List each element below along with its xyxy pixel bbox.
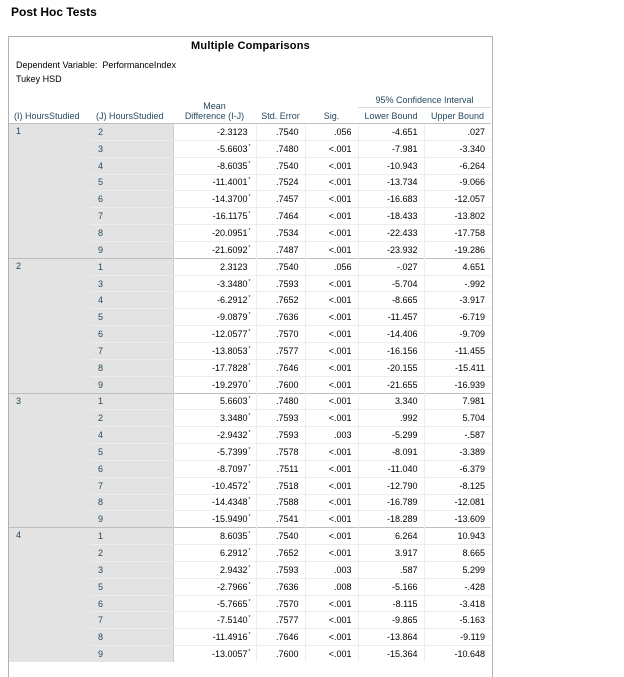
cell-upper-bound: -16.939 xyxy=(424,376,491,393)
cell-lower-bound: -20.155 xyxy=(358,359,424,376)
cell-std-error: .7652 xyxy=(256,292,305,309)
cell-mean-difference xyxy=(173,208,256,225)
cell-std-error: .7540 xyxy=(256,258,305,275)
cell-sig: <.001 xyxy=(305,494,358,511)
cell-mean-difference xyxy=(173,578,256,595)
cell-i-hours: 4 xyxy=(9,528,91,662)
cell-sig: <.001 xyxy=(305,359,358,376)
cell-upper-bound: -11.455 xyxy=(424,342,491,359)
header-mean-line2: Difference (I-J) xyxy=(184,111,245,121)
significance-marker: * xyxy=(248,446,251,453)
mean-difference-value: -2.9432 xyxy=(216,430,248,441)
cell-mean-difference xyxy=(173,241,256,258)
table-row xyxy=(9,528,491,545)
cell-std-error: .7570 xyxy=(256,326,305,343)
cell-sig: <.001 xyxy=(305,342,358,359)
mean-difference-value: 3.3480 xyxy=(219,413,248,424)
cell-mean-difference xyxy=(173,629,256,646)
mean-difference-value: -14.3700 xyxy=(211,194,248,205)
mean-difference-value: -2.7966 xyxy=(216,581,248,592)
cell-i-hours: 3 xyxy=(9,393,91,528)
table-row xyxy=(9,258,491,275)
cell-std-error: .7588 xyxy=(256,494,305,511)
cell-std-error: .7652 xyxy=(256,545,305,562)
mean-difference-value: -9.0879 xyxy=(216,312,248,323)
cell-upper-bound: 4.651 xyxy=(424,258,491,275)
cell-j-hours: 3 xyxy=(91,561,173,578)
cell-std-error: .7534 xyxy=(256,225,305,242)
cell-mean-difference xyxy=(173,191,256,208)
dependent-variable-label: Dependent Variable: xyxy=(16,60,98,70)
cell-i-hours: 1 xyxy=(9,124,91,259)
significance-marker: * xyxy=(248,227,251,234)
cell-mean-difference xyxy=(173,528,256,545)
cell-j-hours: 6 xyxy=(91,326,173,343)
significance-marker: * xyxy=(248,143,251,150)
significance-marker: * xyxy=(248,564,251,571)
cell-std-error: .7646 xyxy=(256,359,305,376)
significance-marker: * xyxy=(248,581,251,588)
cell-i-hours: 2 xyxy=(9,258,91,393)
cell-std-error: .7636 xyxy=(256,309,305,326)
significance-marker: * xyxy=(248,430,251,437)
significance-marker: * xyxy=(248,598,251,605)
mean-difference-value: -2.3123 xyxy=(216,126,248,137)
cell-lower-bound: -23.932 xyxy=(358,241,424,258)
cell-j-hours: 7 xyxy=(91,208,173,225)
mean-difference-value: -19.2970 xyxy=(211,379,248,390)
header-lower-bound: Lower Bound xyxy=(358,108,424,124)
cell-j-hours: 7 xyxy=(91,612,173,629)
cell-j-hours: 9 xyxy=(91,646,173,662)
significance-marker: * xyxy=(248,396,251,403)
cell-sig: <.001 xyxy=(305,545,358,562)
cell-std-error: .7540 xyxy=(256,124,305,141)
significance-marker: * xyxy=(248,379,251,386)
cell-mean-difference xyxy=(173,157,256,174)
mean-difference-value: -8.6035 xyxy=(216,160,248,171)
cell-lower-bound: -9.865 xyxy=(358,612,424,629)
cell-upper-bound: -3.917 xyxy=(424,292,491,309)
cell-j-hours: 8 xyxy=(91,359,173,376)
cell-j-hours: 4 xyxy=(91,292,173,309)
cell-upper-bound: -6.379 xyxy=(424,460,491,477)
cell-mean-difference xyxy=(173,612,256,629)
cell-sig: <.001 xyxy=(305,140,358,157)
cell-lower-bound: -16.683 xyxy=(358,191,424,208)
cell-mean-difference xyxy=(173,326,256,343)
cell-lower-bound: -13.864 xyxy=(358,629,424,646)
cell-mean-difference xyxy=(173,646,256,662)
header-i-hours: (I) HoursStudied xyxy=(9,87,91,124)
cell-std-error: .7646 xyxy=(256,629,305,646)
cell-std-error: .7570 xyxy=(256,595,305,612)
cell-lower-bound: -5.299 xyxy=(358,427,424,444)
cell-upper-bound: -15.411 xyxy=(424,359,491,376)
significance-marker: * xyxy=(248,244,251,251)
table-row xyxy=(9,124,491,141)
cell-lower-bound: -18.433 xyxy=(358,208,424,225)
dependent-variable-line xyxy=(16,60,176,70)
significance-marker: * xyxy=(248,548,251,555)
cell-std-error: .7577 xyxy=(256,612,305,629)
cell-upper-bound: -5.163 xyxy=(424,612,491,629)
cell-mean-difference xyxy=(173,393,256,410)
cell-mean-difference xyxy=(173,477,256,494)
cell-j-hours: 6 xyxy=(91,595,173,612)
cell-j-hours: 4 xyxy=(91,157,173,174)
cell-std-error: .7480 xyxy=(256,140,305,157)
significance-marker: * xyxy=(248,480,251,487)
cell-upper-bound: -13.802 xyxy=(424,208,491,225)
cell-lower-bound: -7.981 xyxy=(358,140,424,157)
cell-sig: <.001 xyxy=(305,174,358,191)
cell-sig: <.001 xyxy=(305,460,358,477)
cell-std-error: .7593 xyxy=(256,410,305,427)
header-sig: Sig. xyxy=(305,87,358,124)
cell-std-error: .7593 xyxy=(256,275,305,292)
cell-upper-bound: -19.286 xyxy=(424,241,491,258)
table-title: Multiple Comparisons xyxy=(191,40,310,52)
cell-mean-difference xyxy=(173,545,256,562)
mean-difference-value: -14.4348 xyxy=(211,497,248,508)
cell-upper-bound: 7.981 xyxy=(424,393,491,410)
cell-mean-difference xyxy=(173,359,256,376)
cell-sig: <.001 xyxy=(305,292,358,309)
cell-j-hours: 5 xyxy=(91,309,173,326)
mean-difference-value: -8.7097 xyxy=(216,463,248,474)
cell-j-hours: 2 xyxy=(91,410,173,427)
significance-marker: * xyxy=(248,278,251,285)
cell-lower-bound: -12.790 xyxy=(358,477,424,494)
cell-lower-bound: -4.651 xyxy=(358,124,424,141)
mean-difference-value: -16.1175 xyxy=(212,211,248,222)
cell-sig: <.001 xyxy=(305,191,358,208)
cell-sig: <.001 xyxy=(305,646,358,662)
dependent-variable-value: PerformanceIndex xyxy=(102,60,176,70)
cell-std-error: .7487 xyxy=(256,241,305,258)
cell-lower-bound: -.027 xyxy=(358,258,424,275)
mean-difference-value: -5.7665 xyxy=(216,598,248,609)
significance-marker: * xyxy=(248,632,251,639)
cell-j-hours: 1 xyxy=(91,258,173,275)
cell-lower-bound: .587 xyxy=(358,561,424,578)
cell-j-hours: 8 xyxy=(91,225,173,242)
significance-marker: * xyxy=(248,362,251,369)
cell-std-error: .7524 xyxy=(256,174,305,191)
cell-lower-bound: -11.457 xyxy=(358,309,424,326)
cell-upper-bound: -6.264 xyxy=(424,157,491,174)
cell-upper-bound: .027 xyxy=(424,124,491,141)
cell-std-error: .7636 xyxy=(256,578,305,595)
cell-std-error: .7464 xyxy=(256,208,305,225)
cell-j-hours: 8 xyxy=(91,629,173,646)
mean-difference-value: -13.8053 xyxy=(211,345,248,356)
cell-std-error: .7600 xyxy=(256,376,305,393)
cell-sig: <.001 xyxy=(305,225,358,242)
cell-std-error: .7600 xyxy=(256,646,305,662)
cell-j-hours: 9 xyxy=(91,511,173,528)
cell-mean-difference xyxy=(173,410,256,427)
cell-sig: .056 xyxy=(305,258,358,275)
cell-lower-bound: -15.364 xyxy=(358,646,424,662)
table-row xyxy=(9,393,491,410)
cell-mean-difference xyxy=(173,292,256,309)
significance-marker: * xyxy=(248,531,251,538)
cell-upper-bound: -12.081 xyxy=(424,494,491,511)
cell-sig: <.001 xyxy=(305,612,358,629)
multiple-comparisons-table xyxy=(8,36,493,677)
cell-sig: <.001 xyxy=(305,326,358,343)
cell-upper-bound: 5.704 xyxy=(424,410,491,427)
cell-std-error: .7593 xyxy=(256,427,305,444)
cell-sig: <.001 xyxy=(305,376,358,393)
cell-sig: <.001 xyxy=(305,528,358,545)
mean-difference-value: -7.5140 xyxy=(216,615,248,626)
cell-mean-difference xyxy=(173,140,256,157)
mean-difference-value: -12.0577 xyxy=(211,329,248,340)
cell-upper-bound: -3.340 xyxy=(424,140,491,157)
cell-j-hours: 7 xyxy=(91,342,173,359)
cell-std-error: .7541 xyxy=(256,511,305,528)
cell-sig: <.001 xyxy=(305,595,358,612)
significance-marker: * xyxy=(248,649,251,656)
cell-sig: .056 xyxy=(305,124,358,141)
cell-lower-bound: -8.115 xyxy=(358,595,424,612)
cell-j-hours: 5 xyxy=(91,444,173,461)
cell-sig: <.001 xyxy=(305,629,358,646)
mean-difference-value: -17.7828 xyxy=(211,362,248,373)
mean-difference-value: -20.0951 xyxy=(211,227,248,238)
cell-std-error: .7593 xyxy=(256,561,305,578)
cell-upper-bound: -9.709 xyxy=(424,326,491,343)
cell-upper-bound: -10.648 xyxy=(424,646,491,662)
cell-sig: <.001 xyxy=(305,511,358,528)
mean-difference-value: -11.4916 xyxy=(212,632,248,643)
mean-difference-value: -21.6092 xyxy=(211,244,248,255)
header-mean-line1: Mean xyxy=(203,101,226,111)
cell-j-hours: 6 xyxy=(91,460,173,477)
cell-sig: <.001 xyxy=(305,241,358,258)
header-confidence-interval: 95% Confidence Interval xyxy=(358,87,491,108)
cell-lower-bound: -8.665 xyxy=(358,292,424,309)
mean-difference-value: -10.4572 xyxy=(211,480,248,491)
cell-mean-difference xyxy=(173,342,256,359)
cell-j-hours: 5 xyxy=(91,578,173,595)
cell-mean-difference xyxy=(173,460,256,477)
cell-sig: .003 xyxy=(305,561,358,578)
cell-mean-difference xyxy=(173,494,256,511)
significance-marker: * xyxy=(248,177,251,184)
comparisons-grid xyxy=(9,87,491,662)
page-heading: Post Hoc Tests xyxy=(11,5,97,19)
cell-j-hours: 1 xyxy=(91,393,173,410)
cell-mean-difference xyxy=(173,376,256,393)
cell-sig: .003 xyxy=(305,427,358,444)
mean-difference-value: -5.7399 xyxy=(216,446,248,457)
cell-upper-bound: -.428 xyxy=(424,578,491,595)
method-label: Tukey HSD xyxy=(16,74,62,84)
cell-std-error: .7540 xyxy=(256,528,305,545)
cell-lower-bound: -18.289 xyxy=(358,511,424,528)
significance-marker: * xyxy=(248,194,251,201)
significance-marker: * xyxy=(248,497,251,504)
significance-marker: * xyxy=(248,160,251,167)
cell-j-hours: 6 xyxy=(91,191,173,208)
cell-lower-bound: -8.091 xyxy=(358,444,424,461)
significance-marker: * xyxy=(248,514,251,521)
cell-std-error: .7511 xyxy=(256,460,305,477)
cell-j-hours: 2 xyxy=(91,124,173,141)
cell-lower-bound: 3.917 xyxy=(358,545,424,562)
cell-j-hours: 3 xyxy=(91,140,173,157)
cell-std-error: .7540 xyxy=(256,157,305,174)
significance-marker: * xyxy=(248,463,251,470)
cell-upper-bound: -6.719 xyxy=(424,309,491,326)
cell-lower-bound: -14.406 xyxy=(358,326,424,343)
significance-marker: * xyxy=(248,345,251,352)
cell-mean-difference xyxy=(173,511,256,528)
cell-std-error: .7577 xyxy=(256,342,305,359)
cell-std-error: .7480 xyxy=(256,393,305,410)
cell-j-hours: 5 xyxy=(91,174,173,191)
cell-lower-bound: -11.040 xyxy=(358,460,424,477)
cell-mean-difference xyxy=(173,309,256,326)
cell-upper-bound: -17.758 xyxy=(424,225,491,242)
cell-mean-difference xyxy=(173,427,256,444)
cell-lower-bound: -5.704 xyxy=(358,275,424,292)
cell-sig: <.001 xyxy=(305,275,358,292)
cell-lower-bound: -21.655 xyxy=(358,376,424,393)
cell-sig: <.001 xyxy=(305,477,358,494)
header-mean-difference xyxy=(173,87,256,124)
cell-lower-bound: -10.943 xyxy=(358,157,424,174)
cell-sig: <.001 xyxy=(305,444,358,461)
cell-j-hours: 7 xyxy=(91,477,173,494)
cell-j-hours: 2 xyxy=(91,545,173,562)
cell-lower-bound: 3.340 xyxy=(358,393,424,410)
cell-std-error: .7518 xyxy=(256,477,305,494)
cell-lower-bound: .992 xyxy=(358,410,424,427)
significance-marker: * xyxy=(248,295,251,302)
significance-marker: * xyxy=(248,312,251,319)
significance-marker: * xyxy=(248,615,251,622)
cell-lower-bound: -5.166 xyxy=(358,578,424,595)
cell-std-error: .7457 xyxy=(256,191,305,208)
cell-lower-bound: -16.789 xyxy=(358,494,424,511)
cell-upper-bound: -12.057 xyxy=(424,191,491,208)
cell-mean-difference xyxy=(173,225,256,242)
cell-lower-bound: -13.734 xyxy=(358,174,424,191)
mean-difference-value: -13.0057 xyxy=(211,649,248,660)
cell-upper-bound: 10.943 xyxy=(424,528,491,545)
cell-sig: <.001 xyxy=(305,393,358,410)
cell-j-hours: 4 xyxy=(91,427,173,444)
significance-marker: * xyxy=(248,211,251,218)
cell-upper-bound: -9.119 xyxy=(424,629,491,646)
header-std-error: Std. Error xyxy=(256,87,305,124)
mean-difference-value: 6.2912 xyxy=(219,548,248,559)
cell-upper-bound: -.992 xyxy=(424,275,491,292)
cell-j-hours: 9 xyxy=(91,241,173,258)
mean-difference-value: -15.9490 xyxy=(211,514,248,525)
cell-j-hours: 8 xyxy=(91,494,173,511)
mean-difference-value: 8.6035 xyxy=(219,531,248,542)
cell-lower-bound: -22.433 xyxy=(358,225,424,242)
mean-difference-value: -5.6603 xyxy=(216,143,248,154)
cell-upper-bound: -9.066 xyxy=(424,174,491,191)
mean-difference-value: 2.3123 xyxy=(219,261,248,272)
cell-lower-bound: -16.156 xyxy=(358,342,424,359)
cell-j-hours: 9 xyxy=(91,376,173,393)
cell-upper-bound: -8.125 xyxy=(424,477,491,494)
cell-mean-difference xyxy=(173,258,256,275)
cell-upper-bound: -13.609 xyxy=(424,511,491,528)
cell-lower-bound: 6.264 xyxy=(358,528,424,545)
cell-sig: .008 xyxy=(305,578,358,595)
cell-upper-bound: -.587 xyxy=(424,427,491,444)
header-upper-bound: Upper Bound xyxy=(424,108,491,124)
cell-upper-bound: 8.665 xyxy=(424,545,491,562)
cell-mean-difference xyxy=(173,561,256,578)
cell-upper-bound: -3.418 xyxy=(424,595,491,612)
header-j-hours: (J) HoursStudied xyxy=(91,87,173,124)
cell-j-hours: 3 xyxy=(91,275,173,292)
significance-marker: * xyxy=(248,413,251,420)
mean-difference-value: -6.2912 xyxy=(216,295,248,306)
significance-marker: * xyxy=(248,329,251,336)
cell-upper-bound: 5.299 xyxy=(424,561,491,578)
cell-sig: <.001 xyxy=(305,157,358,174)
cell-mean-difference xyxy=(173,595,256,612)
cell-mean-difference xyxy=(173,275,256,292)
cell-std-error: .7578 xyxy=(256,444,305,461)
cell-upper-bound: -3.389 xyxy=(424,444,491,461)
mean-difference-value: -3.3480 xyxy=(216,278,248,289)
cell-sig: <.001 xyxy=(305,410,358,427)
mean-difference-value: 2.9432 xyxy=(219,564,248,575)
cell-mean-difference xyxy=(173,174,256,191)
cell-mean-difference xyxy=(173,124,256,141)
cell-j-hours: 1 xyxy=(91,528,173,545)
mean-difference-value: -11.4001 xyxy=(212,177,248,188)
mean-difference-value: 5.6603 xyxy=(219,396,248,407)
cell-mean-difference xyxy=(173,444,256,461)
cell-sig: <.001 xyxy=(305,309,358,326)
cell-sig: <.001 xyxy=(305,208,358,225)
